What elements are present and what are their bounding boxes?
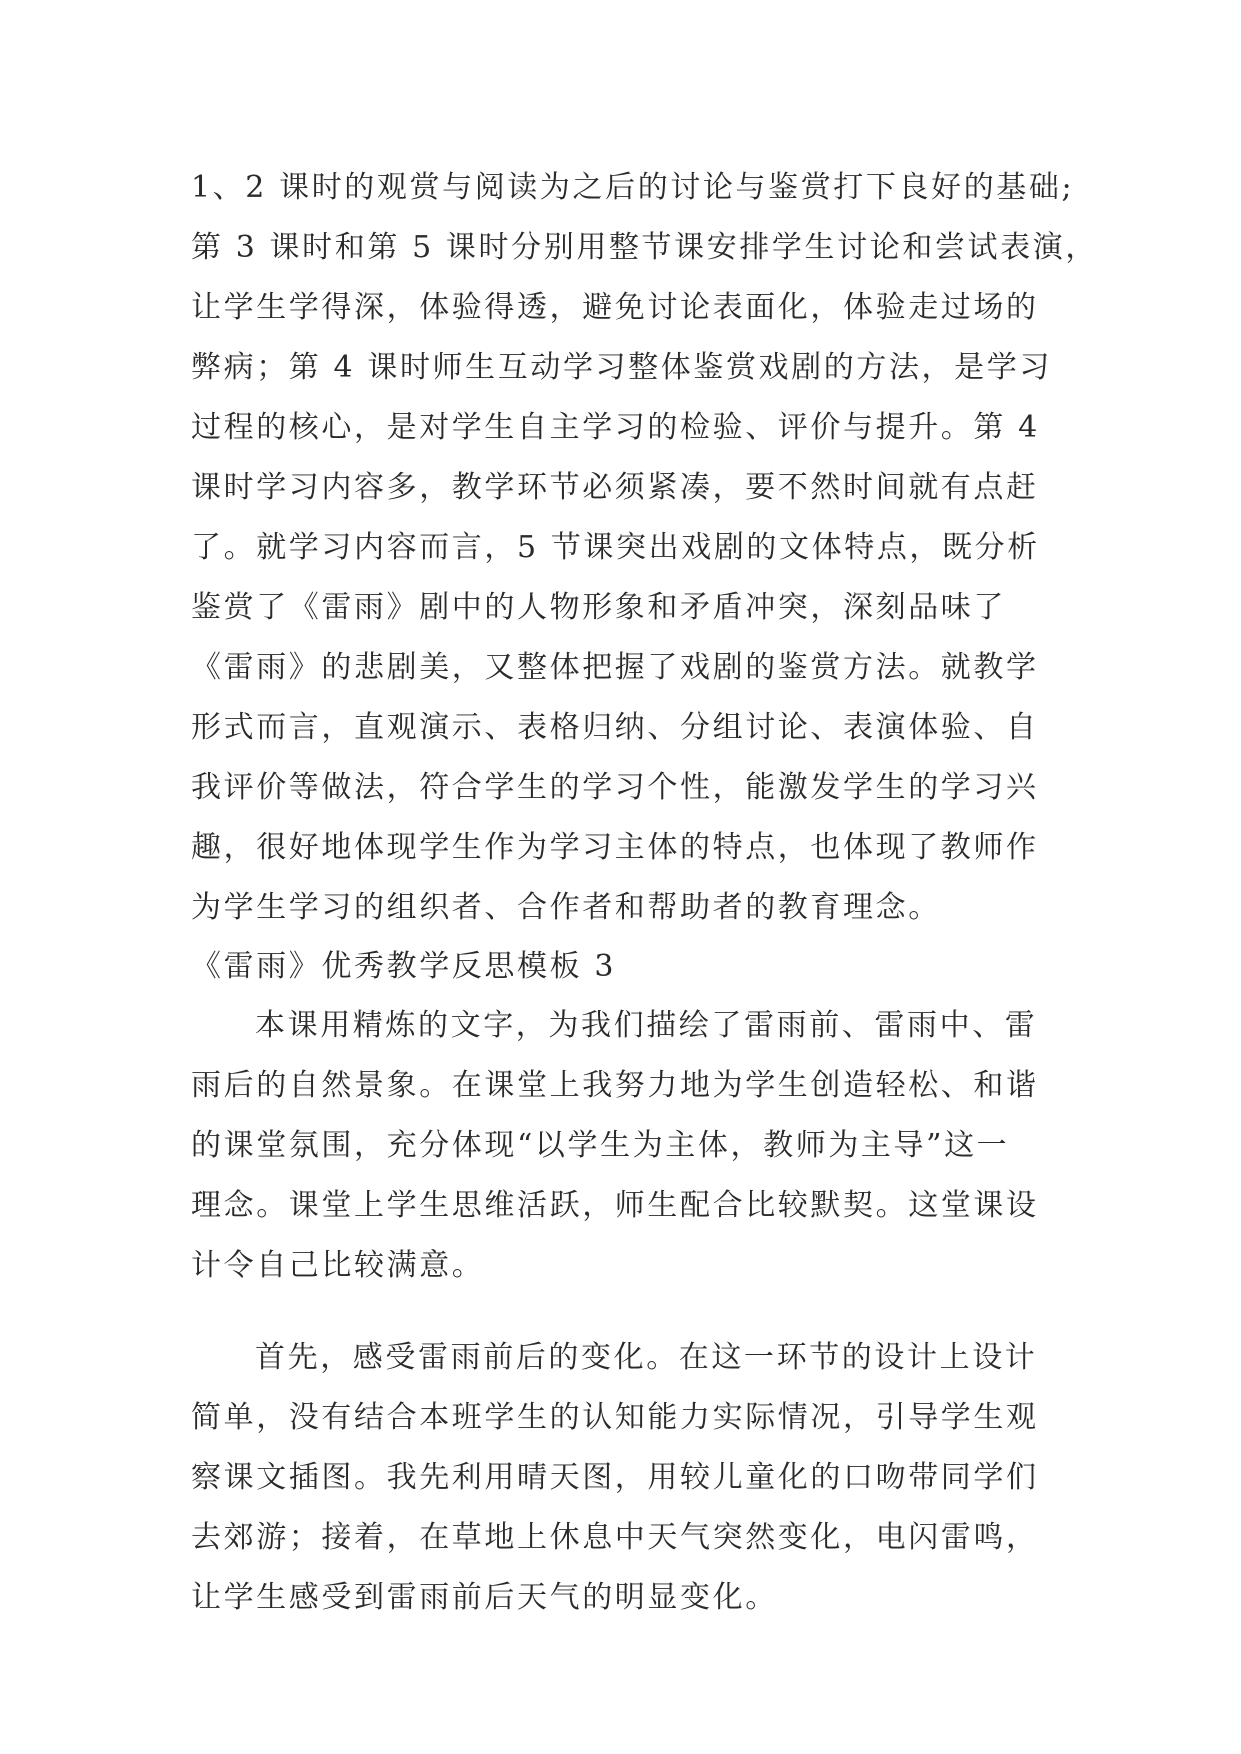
paragraph-2	[191, 996, 1091, 1296]
text-line: 理念。课堂上学生思维活跃，师生配合比较默契。这堂课设	[191, 1188, 1039, 1223]
text-line: 课时学习内容多，教学环节必须紧凑，要不然时间就有点赶	[191, 470, 1039, 505]
text-line: 《雷雨》的悲剧美，又整体把握了戏剧的鉴赏方法。就教学	[191, 650, 1039, 685]
text-line: 第 3 课时和第 5 课时分别用整节课安排学生讨论和尝试表演，	[191, 230, 1098, 265]
section-heading: 《雷雨》优秀教学反思模板 3	[191, 949, 617, 984]
text-line: 鉴赏了《雷雨》剧中的人物形象和矛盾冲突，深刻品味了	[191, 590, 1006, 625]
text-line: 计令自己比较满意。	[191, 1248, 485, 1283]
text-line: 首先，感受雷雨前后的变化。在这一环节的设计上设计	[255, 1340, 1038, 1375]
paragraph-spacer	[191, 1296, 1091, 1328]
text-line: 本课用精炼的文字，为我们描绘了雷雨前、雷雨中、雷	[255, 1008, 1038, 1043]
text-line: 我评价等做法，符合学生的学习个性，能激发学生的学习兴	[191, 770, 1039, 805]
text-line: 的课堂氛围，充分体现“以学生为主体，教师为主导”这一	[191, 1128, 1010, 1163]
text-line: 了。就学习内容而言，5 节课突出戏剧的文体特点，既分析	[191, 530, 1040, 565]
text-line: 让学生学得深，体验得透，避免讨论表面化，体验走过场的	[191, 290, 1039, 325]
paragraph-3	[191, 1328, 1091, 1628]
text-line: 简单，没有结合本班学生的认知能力实际情况，引导学生观	[191, 1400, 1039, 1435]
text-line: 1、2 课时的观赏与阅读为之后的讨论与鉴赏打下良好的基础;	[191, 170, 1075, 205]
text-line: 察课文插图。我先利用晴天图，用较儿童化的口吻带同学们	[191, 1460, 1039, 1495]
text-line: 过程的核心，是对学生自主学习的检验、评价与提升。第 4	[191, 410, 1040, 445]
text-line: 去郊游；接着，在草地上休息中天气突然变化，电闪雷鸣，	[191, 1520, 1039, 1555]
text-line: 雨后的自然景象。在课堂上我努力地为学生创造轻松、和谐	[191, 1068, 1039, 1103]
document-body	[191, 158, 1098, 1628]
text-line: 为学生学习的组织者、合作者和帮助者的教育理念。	[191, 890, 941, 925]
paragraph-1	[191, 158, 1098, 938]
text-line: 形式而言，直观演示、表格归纳、分组讨论、表演体验、自	[191, 710, 1039, 745]
text-line: 弊病；第 4 课时师生互动学习整体鉴赏戏剧的方法，是学习	[191, 350, 1052, 385]
text-line: 趣，很好地体现学生作为学习主体的特点，也体现了教师作	[191, 830, 1039, 865]
text-line: 让学生感受到雷雨前后天气的明显变化。	[191, 1580, 778, 1615]
